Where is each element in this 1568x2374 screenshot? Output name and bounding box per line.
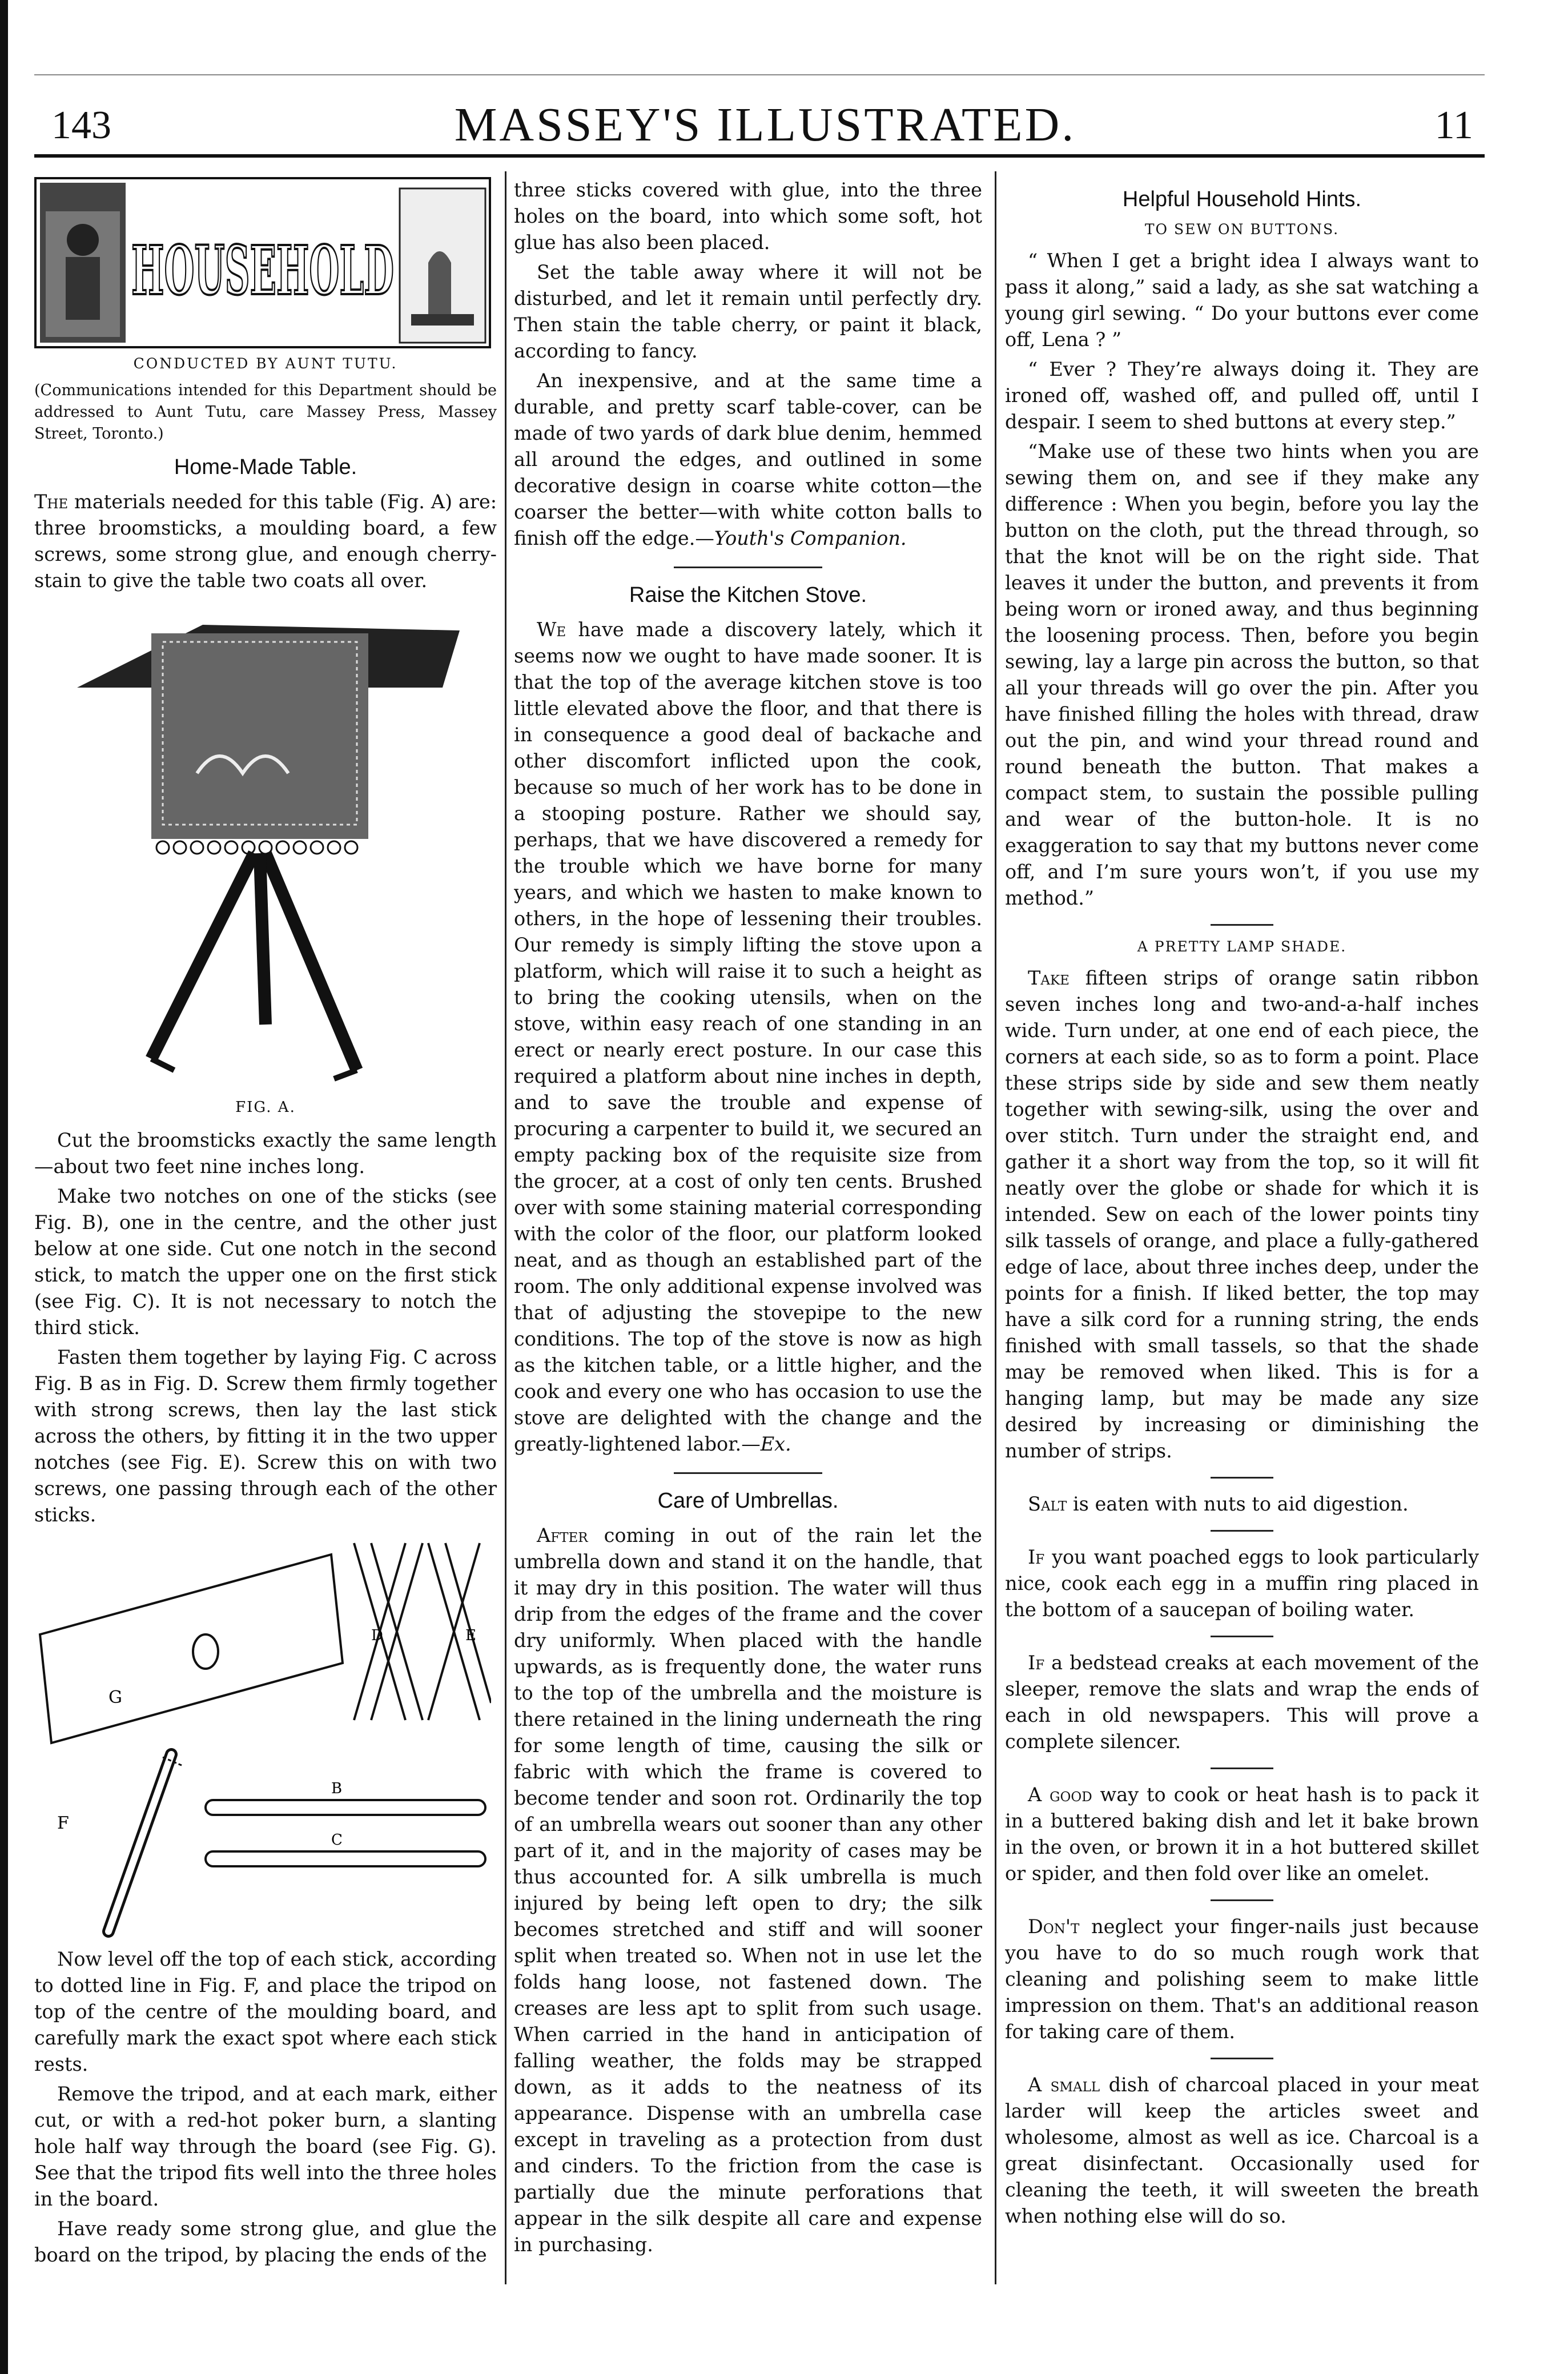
sew-buttons-subheading: TO SEW ON BUTTONS. <box>1144 221 1340 238</box>
lead-word: Don't <box>1028 1915 1080 1938</box>
umbrellas-paragraph <box>514 1523 982 2258</box>
lead-word: The <box>34 491 69 513</box>
hash-paragraph <box>1005 1782 1479 1887</box>
section-divider <box>1211 1530 1273 1532</box>
publication-title: MASSEY'S ILLUSTRATED. <box>454 98 1076 151</box>
buttons-paragraph-3: “Make use of these two hints when you are sewing them on, and see if they make any difference : When you begin, before you lay the button on the cloth, put the thread through, so that the knot will be on the right side. That leaves it under the button, and prevents it from being worn or ironed away, and thus beginning the loosening process. Then, before you begin sewing, lay a large pin across the button, so that all your threads will go over the pin. After you have finished filling the holes with thread, draw out the pin, and wind your thread round and round beneath the button. That makes a compact stem, to sustain the possible pulling and wear of the button-hole. It is no exaggeration to say that my buttons never come off, and I’m sure yours won’t, if you use my method.” <box>1005 440 1479 909</box>
paragraph-text: An inexpensive, and at the same time a durable, and pretty scarf table-cover, can be made of two yards of dark blue denim, hemmed all around the edges, and outlined in some decorative design in coarse white cotton—the coarser the better—with white cotton balls to finish off the edge.— <box>514 369 982 549</box>
column-divider-1 <box>505 171 506 2284</box>
continued-paragraph: three sticks covered with glue, into the three holes on the board, into which some soft, hot glue has also been placed. <box>514 179 982 254</box>
department-note: (Communications intended for this Department should be addressed to Aunt Tutu, care Massey Press, Massey Street, Toronto.) <box>34 381 497 443</box>
stove-paragraph <box>514 617 982 1457</box>
section-divider <box>1211 1636 1273 1637</box>
household-banner-illustration <box>34 177 491 348</box>
paragraph-text: neglect your finger-nails just because you have to do so much rough work that cleaning and polishing seem to make little impression on them. That's an additional reason for taking care of them. <box>1005 1915 1479 2043</box>
lead-word: If <box>1028 1652 1045 1674</box>
remove-paragraph: Remove the tripod, and at each mark, either cut, or with a red-hot poker burn, a slanting hole half way through the board (see Fig. G). See that the tripod fits well into the three holes in the board. <box>34 2083 497 2210</box>
raise-stove-heading: Raise the Kitchen Stove. <box>629 583 867 607</box>
section-divider <box>1211 1768 1273 1769</box>
fasten-paragraph: Fasten them together by laying Fig. C across Fig. B as in Fig. D. Screw them firmly together with strong screws, then lay the last stick across the others, by fitting it in the two upper notches (see Fig. E). Screw this on with two screws, one passing through each of the other sticks. <box>34 1346 497 1526</box>
figure-a-table-illustration <box>66 602 465 1093</box>
figure-label-e: E <box>465 1627 476 1644</box>
page-number-left: 143 <box>51 103 111 147</box>
figure-label-c: C <box>331 1831 343 1849</box>
bedstead-paragraph <box>1005 1650 1479 1755</box>
paragraph-text: have made a discovery lately, which it seems now we ought to have made sooner. It is that the top of the average kitchen stove is too little elevated above the floor, and that there is in consequence a good deal of backache and other discomfort inflicted upon the cook, because so much of her work has to be done in a stooping posture. Rather we should say, perhaps, that we have discovered a remedy for the trouble which we have borne for many years, and which we hasten to make known to others, in the hope of lessening their troubles. Our remedy is simply lifting the stove upon a platform, which will raise it to such a height as to bring the cooking utensils, when on the stove, within easy reach of one standing in an erect or nearly erect posture. In our case this required a platform about nine inches in depth, and to save the trouble and expense of procuring a carpenter to build it, we secured an empty packing box of the requisite size from the grocer, at a cost of only ten cents. Brushed over with some staining material corresponding with the color of the floor, our platform looked neat, and as though an established part of the room. The only additional expense involved was that of adjusting the stovepipe to the new conditions. The top of the stove is now as high as the kitchen table, or a little higher, and the cook and every one who has occasion to use the stove are delighted with the change and the greatly-lightened labor.— <box>514 618 982 1455</box>
column-2 <box>514 177 982 2347</box>
source-credit: Youth's Companion. <box>714 527 907 549</box>
scarf-paragraph <box>514 368 982 552</box>
poached-eggs-paragraph <box>1005 1544 1479 1623</box>
lamp-shade-paragraph <box>1005 965 1479 1464</box>
lead-word: A small <box>1028 2074 1100 2096</box>
paragraph-text: way to cook or heat hash is to pack it in a buttered baking dish and let it bake brown in the oven, or brown it in a hot buttered skillet or spider, and then fold over like an omelet. <box>1005 1783 1479 1885</box>
figure-label-b: B <box>331 1780 343 1797</box>
section-divider <box>674 567 822 568</box>
glue-paragraph: Have ready some strong glue, and glue the board on the tripod, by placing the ends of the <box>34 2218 497 2266</box>
figure-label-g: G <box>108 1688 122 1708</box>
lead-word: If <box>1028 1546 1045 1568</box>
paragraph-text: dish of charcoal placed in your meat larder will keep the articles sweet and wholesome, almost as well as ice. Charcoal is a great disinfectant. Occasionally used for cleaning the teeth, it will sweeten the breath when nothing else will do so. <box>1005 2074 1479 2227</box>
umbrellas-heading: Care of Umbrellas. <box>657 1489 839 1513</box>
figure-a-caption: FIG. A. <box>235 1099 296 1116</box>
level-paragraph: Now level off the top of each stick, according to dotted line in Fig. F, and place the tripod on top of the centre of the moulding board, and carefully mark the exact spot where each stick rests. <box>34 1948 497 2075</box>
figure-label-d: D <box>371 1627 383 1644</box>
table-intro-paragraph <box>34 489 497 594</box>
lead-word: After <box>537 1524 588 1546</box>
helpful-hints-heading: Helpful Household Hints. <box>1122 187 1362 211</box>
page-edge-bar <box>0 0 8 2374</box>
page-number-right: 11 <box>1434 103 1473 147</box>
top-border-rule <box>34 74 1485 75</box>
lead-word: Salt <box>1028 1493 1067 1515</box>
cut-paragraph: Cut the broomsticks exactly the same length—about two feet nine inches long. <box>34 1129 497 1178</box>
section-divider <box>1211 1477 1273 1479</box>
salt-paragraph <box>1005 1491 1479 1517</box>
section-divider <box>1211 924 1273 926</box>
section-divider <box>674 1472 822 1474</box>
lamp-shade-subheading: A PRETTY LAMP SHADE. <box>1137 938 1347 955</box>
figure-label-f: F <box>57 1813 69 1833</box>
banner-word: HOUSEHOLD <box>131 231 394 310</box>
column-divider-2 <box>995 171 996 2284</box>
paragraph-text: materials needed for this table (Fig. A) are: three broomsticks, a moulding board, a few screws, some strong glue, and enough cherry-stain to give the table two coats all over. <box>34 491 497 592</box>
paragraph-text: coming in out of the rain let the umbrella down and stand it on the handle, that it may dry in this position. The water will thus drip from the edges of the frame and the cover dry uniformly. When placed with the handle upwards, as is frequently done, the water runs to the top of the umbrella and the moisture is there retained in the lining underneath the ring for some length of time, causing the silk or fabric with which the frame is covered to become tender and soon rot. Ordinarily the top of an umbrella wears out sooner than any other part of it, and in the majority of cases may be thus accounted for. A silk umbrella is much injured by being left open to dry; the silk becomes stretched and stiff and will sooner split when treated so. When not in use let the folds hang loose, not fastened down. The creases are less apt to split from such usage. When carried in the hand in anticipation of falling weather, the folds may be strapped down, as it adds to the neatness of its appearance. Dispense with an umbrella case except in traveling as a protection from dust and cinders. To the friction from the case is partially due the minute perforations that appear in the silk despite all care and expense in purchasing. <box>514 1524 982 2256</box>
home-made-table-heading: Home-Made Table. <box>174 455 357 479</box>
header-rule <box>34 154 1485 158</box>
paragraph-text: you want poached eggs to look particularly nice, cook each egg in a muffin ring placed in the bottom of a saucepan of boiling water. <box>1005 1546 1479 1621</box>
paragraph-text: is eaten with nuts to aid digestion. <box>1067 1493 1409 1515</box>
section-divider <box>1211 1899 1273 1901</box>
notches-paragraph: Make two notches on one of the sticks (see Fig. B), one in the centre, and the other just below at one side. Cut one notch in the second stick, to match the upper one on the first stick (see Fig. C). It is not necessary to notch the third stick. <box>34 1185 497 1339</box>
buttons-paragraph-1: “ When I get a bright idea I always want to pass it along,” said a lady, as she sat watching a young girl sewing. “ Do your buttons ever come off, Lena ? ” <box>1005 250 1479 351</box>
section-divider <box>1211 2058 1273 2059</box>
paragraph-text: fifteen strips of orange satin ribbon seven inches long and two-and-a-half inches wide. Turn under, at one end of each piece, the corners at each side, so as to form a point. Place these strips side by side and sew them neatly together with sewing-silk, using the over and over stitch. Turn under the straight end, and gather it a short way from the top, so it will fit neatly over the globe or shade for which it is intended. Sew on each of the lower points tiny silk tassels of orange, and place a fully-gathered edge of lace, about three inches deep, under the points for a finish. If liked better, the top may have a silk cord for a running string, the ends finished with small tassels, so that the shade may be removed when liked. This is for a hanging lamp, but may be made any size desired by increasing or diminishing the number of strips. <box>1005 967 1479 1462</box>
page-header <box>46 97 1485 160</box>
lead-word: Take <box>1028 967 1070 989</box>
column-3 <box>1005 177 1479 2347</box>
column-1 <box>34 177 497 2347</box>
buttons-paragraph-2: “ Ever ? They’re always doing it. They are ironed off, washed off, and pulled off, until I despair. I seem to shed buttons at every step.” <box>1005 358 1479 433</box>
paragraph-text: a bedstead creaks at each movement of the sleeper, remove the slats and wrap the ends of each in old newspapers. This will prove a complete silencer. <box>1005 1652 1479 1753</box>
figures-b-to-g-illustration <box>34 1532 491 1943</box>
conducted-by: CONDUCTED BY AUNT TUTU. <box>133 355 398 372</box>
charcoal-paragraph <box>1005 2072 1479 2230</box>
finger-nails-paragraph <box>1005 1914 1479 2045</box>
lead-word: We <box>537 618 566 641</box>
set-table-paragraph: Set the table away where it will not be disturbed, and let it remain until perfectly dry. Then stain the table cherry, or paint it black, according to fancy. <box>514 261 982 362</box>
source-credit: Ex. <box>760 1433 791 1455</box>
lead-word: A good <box>1028 1783 1092 1806</box>
